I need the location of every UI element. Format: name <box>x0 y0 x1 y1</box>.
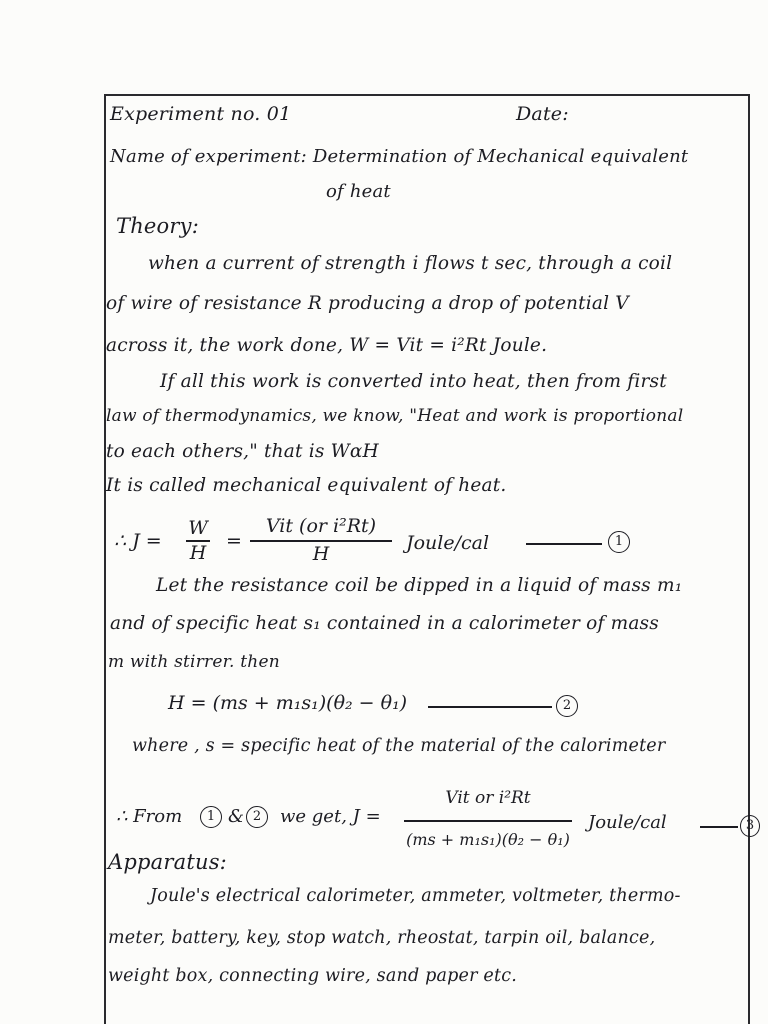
theory-line-6: to each others," that is WαH <box>106 441 379 462</box>
eq1-unit: Joule/cal <box>406 532 490 554</box>
eq1-denominator-h2: H <box>312 543 330 565</box>
eq3-number-marker: 3 <box>740 815 760 837</box>
eq3-prefix: ∴ From <box>116 806 183 827</box>
eq1-numerator-w: W <box>188 517 208 539</box>
eq3-numerator: Vit or i²Rt <box>445 788 531 808</box>
theory-line-3: across it, the work done, W = Vit = i²Rt Joule. <box>106 335 548 356</box>
eq1-number-marker: 1 <box>608 531 630 553</box>
apparatus-line-1: Joule's electrical calorimeter, ammeter, voltmeter, thermo- <box>150 886 681 906</box>
theory-line-7: It is called mechanical equivalent of heat. <box>106 475 507 496</box>
eq1-prefix: ∴ J = <box>114 530 162 552</box>
left-margin-line <box>104 94 106 1024</box>
eq1-numerator-vit: Vit (or i²Rt) <box>265 515 377 537</box>
experiment-name-line1: Name of experiment: Determination of Mechanical equivalent <box>110 146 689 167</box>
eq3-denominator: (ms + m₁s₁)(θ₂ − θ₁) <box>406 830 570 849</box>
eq3-fraction-bar <box>404 820 572 822</box>
eq1-leader-dash <box>526 543 602 545</box>
theory-line-1: when a current of strength i flows t sec, through a coil <box>148 253 673 274</box>
theory-heading: Theory: <box>116 214 199 238</box>
eq2-formula: H = (ms + m₁s₁)(θ₂ − θ₁) <box>168 692 408 714</box>
para2-line-1: Let the resistance coil be dipped in a liquid of mass m₁ <box>156 575 683 596</box>
where-line: where , s = specific heat of the material of the calorimeter <box>132 736 666 756</box>
para2-line-3: m with stirrer. then <box>108 652 280 672</box>
para2-line-2: and of specific heat s₁ contained in a calorimeter of mass <box>110 613 659 634</box>
date-label: Date: <box>516 103 569 125</box>
apparatus-line-2: meter, battery, key, stop watch, rheostat, tarpin oil, balance, <box>108 928 656 948</box>
theory-line-2: of wire of resistance R producing a drop of potential V <box>106 293 629 314</box>
eq3-ampersand: & <box>228 806 245 827</box>
eq1-fraction-bar-2 <box>250 540 392 542</box>
apparatus-line-3: weight box, connecting wire, sand paper etc. <box>108 966 517 986</box>
eq3-leader-dash <box>700 826 738 828</box>
experiment-name-line2: of heat <box>326 181 391 202</box>
right-margin-line <box>748 94 750 1024</box>
eq3-ref-marker-2: 2 <box>246 806 268 828</box>
eq3-ref-marker-1: 1 <box>200 806 222 828</box>
eq3-mid-text: we get, J = <box>280 806 381 827</box>
theory-line-5: law of thermodynamics, we know, "Heat and work is proportional <box>106 406 684 426</box>
eq3-unit: Joule/cal <box>588 812 667 833</box>
eq1-denominator-h: H <box>189 542 207 564</box>
eq2-number-marker: 2 <box>556 695 578 717</box>
eq2-leader-dash <box>428 706 552 708</box>
apparatus-heading: Apparatus: <box>108 850 227 874</box>
top-rule <box>104 94 750 96</box>
theory-line-4: If all this work is converted into heat, then from first <box>160 371 667 392</box>
experiment-number: Experiment no. 01 <box>110 103 292 125</box>
eq1-equals: = <box>226 530 242 552</box>
